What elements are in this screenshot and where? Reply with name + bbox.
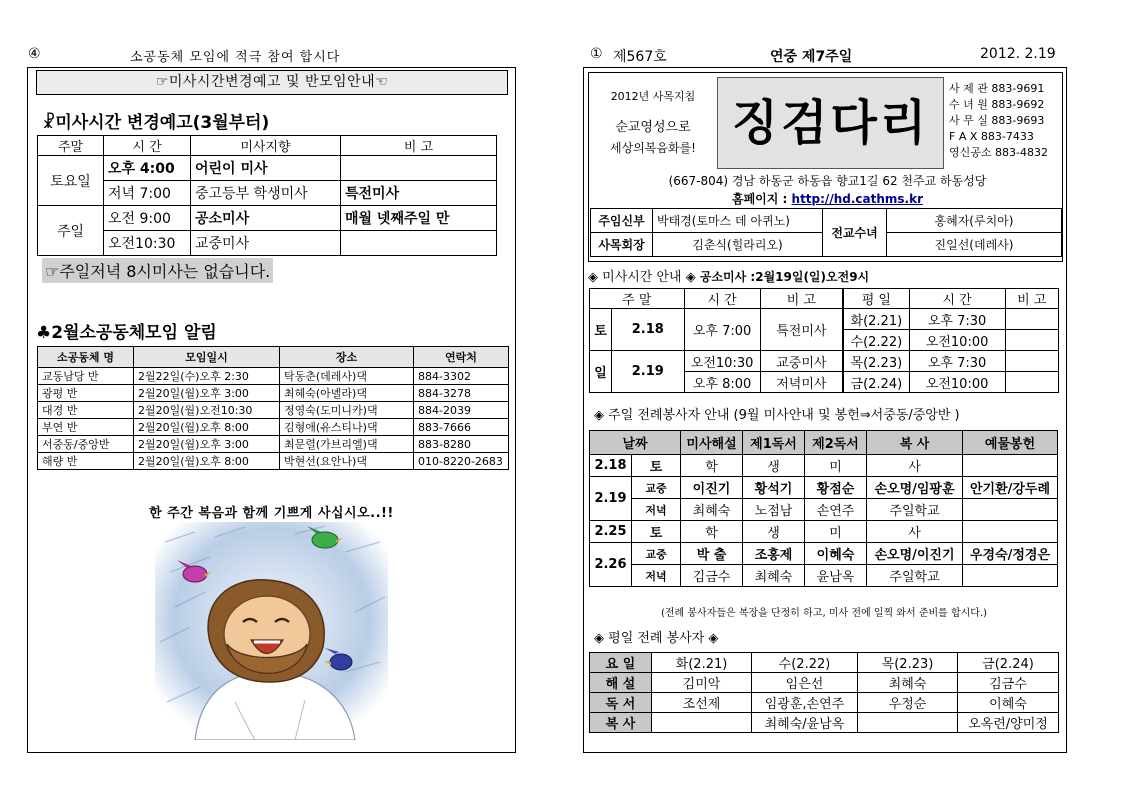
server-cell: 우정순 bbox=[858, 693, 958, 713]
newsletter-logo bbox=[717, 77, 944, 169]
column-header: 주말 bbox=[38, 136, 104, 156]
weekday-servers-title: ◈ 평일 전례 봉사자 ◈ bbox=[594, 631, 719, 646]
column-header: 시 간 bbox=[104, 136, 191, 156]
homepage-line bbox=[600, 190, 1055, 207]
row-label: 해 설 bbox=[590, 673, 652, 693]
phone-cell: 883-8280 bbox=[414, 436, 509, 453]
server-cell: 우경숙/정경은 bbox=[963, 543, 1058, 565]
datetime-cell: 2월20일(월)오후 3:00 bbox=[134, 385, 280, 402]
day-cell: 주일 bbox=[38, 206, 104, 256]
staff-label: 주임신부 bbox=[591, 209, 653, 233]
server-cell: 손오명/이진기 bbox=[867, 543, 963, 565]
table-header-row bbox=[590, 289, 1059, 309]
server-cell: 학 bbox=[681, 455, 743, 477]
table-row bbox=[590, 455, 1058, 477]
note-cell: 특전미사 bbox=[760, 309, 843, 351]
staff-table bbox=[590, 208, 1062, 257]
mass-type-cell: 저녁 bbox=[632, 565, 681, 587]
table-row bbox=[38, 385, 509, 402]
place-cell: 정영숙(도미니카)댁 bbox=[280, 402, 414, 419]
server-cell: 이혜숙 bbox=[805, 543, 867, 565]
left-page-number: ④ bbox=[28, 46, 41, 62]
time-cell: 오후 4:00 bbox=[104, 156, 191, 181]
note-cell: 저녁미사 bbox=[760, 372, 843, 393]
table-row bbox=[38, 181, 497, 206]
sunday-evening-notice: ☞주일저녁 8시미사는 없습니다. bbox=[42, 258, 273, 283]
intent-cell: 어린이 미사 bbox=[191, 156, 341, 181]
intent-cell: 공소미사 bbox=[191, 206, 341, 231]
server-cell: 학 bbox=[681, 521, 743, 543]
contact-line: 영신공소 883-4832 bbox=[949, 146, 1048, 159]
intent-cell: 교중미사 bbox=[191, 231, 341, 256]
column-header: 복 사 bbox=[867, 431, 963, 455]
date-cell: 2.19 bbox=[590, 477, 632, 521]
contact-line: F A X 883-7433 bbox=[949, 130, 1034, 143]
laughing-jesus-illustration bbox=[155, 522, 388, 740]
server-cell: 손연주 bbox=[805, 499, 867, 521]
sunday-servers-title: ◈ 주일 전례봉사자 안내 (9월 미사안내 및 봉헌⇒서중동/중앙반 ) bbox=[594, 408, 960, 423]
server-cell: 주일학교 bbox=[867, 499, 963, 521]
time-cell: 오전10:30 bbox=[684, 351, 760, 372]
server-cell bbox=[963, 521, 1058, 543]
server-cell: 황석기 bbox=[743, 477, 805, 499]
server-cell: 최혜숙 bbox=[681, 499, 743, 521]
mass-change-table bbox=[37, 135, 497, 256]
time-cell: 저녁 7:00 bbox=[104, 181, 191, 206]
group-cell: 서중동/중앙반 bbox=[38, 436, 134, 453]
staff-value: 홍혜자(루치아) bbox=[887, 209, 1062, 233]
column-header: 시 간 bbox=[909, 289, 1005, 309]
note-cell: 교중미사 bbox=[760, 351, 843, 372]
day-date: 2.18 bbox=[612, 309, 685, 351]
mass-type-cell: 저녁 bbox=[632, 499, 681, 521]
server-cell: 조홍제 bbox=[743, 543, 805, 565]
server-cell: 이진기 bbox=[681, 477, 743, 499]
day-cell: 토요일 bbox=[38, 156, 104, 206]
phone-cell: 884-3302 bbox=[414, 368, 509, 385]
time-cell: 오후 7:00 bbox=[684, 309, 760, 351]
intent-cell: 중고등부 학생미사 bbox=[191, 181, 341, 206]
table-row bbox=[590, 693, 1059, 713]
column-header: 예물봉헌 bbox=[963, 431, 1058, 455]
guideline-line-2: 세상의복음화를! bbox=[610, 141, 696, 155]
column-header: 날짜 bbox=[590, 431, 681, 455]
staff-value: 김춘식(힐라리오) bbox=[653, 233, 823, 257]
datetime-cell: 2월20일(월)오후 8:00 bbox=[134, 419, 280, 436]
server-cell: 사 bbox=[867, 521, 963, 543]
datetime-cell: 2월20일(월)오후 3:00 bbox=[134, 436, 280, 453]
weekday-cell: 목(2.23) bbox=[843, 351, 909, 372]
server-cell bbox=[858, 713, 958, 733]
mass-change-title: ☧미사시간 변경예고(3월부터) bbox=[42, 113, 270, 133]
table-row bbox=[590, 673, 1059, 693]
table-row bbox=[38, 453, 509, 470]
column-header: 평 일 bbox=[843, 289, 909, 309]
column-header: 제2독서 bbox=[805, 431, 867, 455]
time-cell: 오전10:30 bbox=[104, 231, 191, 256]
column-header: 주 말 bbox=[590, 289, 685, 309]
left-header-banner: ☞미사시간변경예고 및 반모임안내☜ bbox=[36, 70, 508, 95]
place-cell: 박현선(요안나)댁 bbox=[280, 453, 414, 470]
contact-list bbox=[949, 81, 1048, 161]
column-header: 제1독서 bbox=[743, 431, 805, 455]
server-cell: 황점순 bbox=[805, 477, 867, 499]
server-cell: 임은선 bbox=[752, 673, 858, 693]
right-page-number: ① bbox=[590, 46, 603, 62]
column-header: 연락처 bbox=[414, 347, 509, 368]
weekday-cell: 수(2.22) bbox=[843, 330, 909, 351]
server-cell bbox=[963, 499, 1058, 521]
place-cell: 최문렬(가브리엘)댁 bbox=[280, 436, 414, 453]
staff-value: 박태경(토마스 데 아퀴노) bbox=[653, 209, 823, 233]
mass-type-cell: 교중 bbox=[632, 477, 681, 499]
server-cell: 박 출 bbox=[681, 543, 743, 565]
guideline-year: 2012년 사목지침 bbox=[610, 90, 696, 103]
table-row bbox=[590, 309, 1059, 330]
server-cell: 손오명/임팡훈 bbox=[867, 477, 963, 499]
server-cell bbox=[652, 713, 752, 733]
column-header: 비 고 bbox=[1005, 289, 1058, 309]
community-meeting-title: ♣2월소공동체모임 알림 bbox=[36, 323, 217, 343]
datetime-cell: 2월22일(수)오후 2:30 bbox=[134, 368, 280, 385]
mass-schedule-table bbox=[589, 288, 1059, 393]
group-cell: 대경 반 bbox=[38, 402, 134, 419]
weekday-cell: 금(2.24) bbox=[843, 372, 909, 393]
pastoral-guideline bbox=[593, 80, 713, 168]
phone-cell: 884-3278 bbox=[414, 385, 509, 402]
contact-line: 사 제 관 883-9691 bbox=[949, 82, 1045, 95]
mass-type-cell: 토 bbox=[632, 521, 681, 543]
contact-line: 수 녀 원 883-9692 bbox=[949, 98, 1045, 111]
left-slogan: 소공동체 모임에 적극 참여 합시다 bbox=[130, 50, 341, 65]
note-cell: 특전미사 bbox=[341, 181, 497, 206]
server-cell: 주일학교 bbox=[867, 565, 963, 587]
time-cell: 오전10:00 bbox=[909, 372, 1005, 393]
server-cell: 오옥련/양미정 bbox=[958, 713, 1059, 733]
server-cell: 조선제 bbox=[652, 693, 752, 713]
column-header: 비 고 bbox=[341, 136, 497, 156]
note-cell bbox=[1005, 351, 1058, 372]
server-cell: 김금수 bbox=[681, 565, 743, 587]
issue-number: 제567호 bbox=[613, 49, 667, 65]
date-cell: 2.18 bbox=[590, 455, 632, 477]
day-date: 2.19 bbox=[612, 351, 685, 393]
server-cell: 사 bbox=[867, 455, 963, 477]
time-cell: 오후 7:30 bbox=[909, 309, 1005, 330]
homepage-label: 홈페이지 : bbox=[732, 192, 792, 206]
server-cell: 김금수 bbox=[958, 673, 1059, 693]
mass-type-cell: 교중 bbox=[632, 543, 681, 565]
closing-blessing: 한 주간 복음과 함께 기쁘게 사십시오..!! bbox=[149, 506, 394, 521]
note-cell bbox=[1005, 309, 1058, 330]
table-header-row bbox=[38, 347, 509, 368]
weekday-servers-table bbox=[589, 652, 1059, 733]
group-cell: 부연 반 bbox=[38, 419, 134, 436]
homepage-link[interactable]: http://hd.cathms.kr bbox=[791, 192, 923, 206]
table-row bbox=[38, 156, 497, 181]
table-row bbox=[590, 543, 1058, 565]
table-row bbox=[38, 419, 509, 436]
table-row bbox=[590, 565, 1058, 587]
server-cell: 김미악 bbox=[652, 673, 752, 693]
table-row bbox=[590, 477, 1058, 499]
column-header: 시 간 bbox=[684, 289, 760, 309]
column-header: 미사지향 bbox=[191, 136, 341, 156]
note-cell bbox=[1005, 372, 1058, 393]
table-row bbox=[590, 499, 1058, 521]
phone-cell: 883-7666 bbox=[414, 419, 509, 436]
group-cell: 광평 반 bbox=[38, 385, 134, 402]
group-cell: 해량 반 bbox=[38, 453, 134, 470]
server-cell bbox=[963, 565, 1058, 587]
mission-mass-notice: 공소미사 :2월19일(일)오전9시 bbox=[699, 270, 870, 284]
logo-title: 징검다리 bbox=[731, 95, 930, 151]
staff-value: 진일선(데레사) bbox=[887, 233, 1062, 257]
day-label: 일 bbox=[590, 351, 612, 393]
phone-cell: 010-8220-2683 bbox=[414, 453, 509, 470]
mass-type-cell: 토 bbox=[632, 455, 681, 477]
datetime-cell: 2월20일(월)오후 8:00 bbox=[134, 453, 280, 470]
staff-label: 전교수녀 bbox=[823, 209, 887, 257]
time-cell: 오후 8:00 bbox=[684, 372, 760, 393]
sunday-servers-table bbox=[589, 430, 1058, 587]
server-cell: 미 bbox=[805, 455, 867, 477]
time-cell: 오전10:00 bbox=[909, 330, 1005, 351]
mass-info-title bbox=[588, 266, 869, 285]
weekday-cell: 화(2.21) bbox=[843, 309, 909, 330]
column-header: 화(2.21) bbox=[652, 653, 752, 673]
table-header-row bbox=[38, 136, 497, 156]
server-cell: 미 bbox=[805, 521, 867, 543]
note-cell bbox=[1005, 330, 1058, 351]
column-header: 금(2.24) bbox=[958, 653, 1059, 673]
community-meeting-table bbox=[37, 346, 509, 470]
table-row bbox=[38, 402, 509, 419]
place-cell: 김형애(유스티나)댁 bbox=[280, 419, 414, 436]
row-label: 복 사 bbox=[590, 713, 652, 733]
staff-label: 사목회장 bbox=[591, 233, 653, 257]
note-cell: 매월 넷째주일 만 bbox=[341, 206, 497, 231]
server-cell bbox=[963, 455, 1058, 477]
server-cell: 노점남 bbox=[743, 499, 805, 521]
server-cell: 안기환/강두례 bbox=[963, 477, 1058, 499]
day-label: 토 bbox=[590, 309, 612, 351]
server-cell: 최혜숙 bbox=[858, 673, 958, 693]
servers-note: (전례 봉사자들은 복장을 단정히 하고, 미사 전에 일찍 와서 준비를 합시다.) bbox=[660, 608, 988, 619]
server-cell: 임광훈,손연주 bbox=[752, 693, 858, 713]
note-cell bbox=[341, 156, 497, 181]
table-header-row bbox=[590, 431, 1058, 455]
column-header: 모임일시 bbox=[134, 347, 280, 368]
mass-info-prefix: ◈ 미사시간 안내 ◈ bbox=[588, 270, 700, 285]
server-cell: 생 bbox=[743, 455, 805, 477]
column-header: 장소 bbox=[280, 347, 414, 368]
column-header: 비 고 bbox=[760, 289, 843, 309]
note-cell bbox=[341, 231, 497, 256]
phone-cell: 884-2039 bbox=[414, 402, 509, 419]
row-label: 요 일 bbox=[590, 653, 652, 673]
guideline-line-1: 순교영성으로 bbox=[615, 120, 691, 135]
server-cell: 윤남옥 bbox=[805, 565, 867, 587]
server-cell: 생 bbox=[743, 521, 805, 543]
table-row bbox=[38, 231, 497, 256]
table-row bbox=[38, 368, 509, 385]
table-row bbox=[38, 206, 497, 231]
place-cell: 탁동춘(데레사)댁 bbox=[280, 368, 414, 385]
server-cell: 최혜숙 bbox=[743, 565, 805, 587]
table-row bbox=[590, 521, 1058, 543]
table-row bbox=[590, 351, 1059, 372]
table-row bbox=[591, 209, 1062, 233]
server-cell: 이혜숙 bbox=[958, 693, 1059, 713]
table-row bbox=[38, 436, 509, 453]
server-cell: 최혜숙/윤남옥 bbox=[752, 713, 858, 733]
time-cell: 오후 7:30 bbox=[909, 351, 1005, 372]
liturgical-week: 연중 제7주일 bbox=[770, 49, 853, 65]
row-label: 독 서 bbox=[590, 693, 652, 713]
column-header: 목(2.23) bbox=[858, 653, 958, 673]
table-header-row bbox=[590, 653, 1059, 673]
issue-date: 2012. 2.19 bbox=[980, 46, 1056, 62]
column-header: 소공동체 명 bbox=[38, 347, 134, 368]
date-cell: 2.25 bbox=[590, 521, 632, 543]
date-cell: 2.26 bbox=[590, 543, 632, 587]
table-row bbox=[590, 713, 1059, 733]
column-header: 수(2.22) bbox=[752, 653, 858, 673]
church-address: (667-804) 경남 하동군 하동읍 향교1길 62 천주교 하동성당 bbox=[668, 174, 987, 188]
contact-line: 사 무 실 883-9693 bbox=[949, 114, 1045, 127]
datetime-cell: 2월20일(월)오전10:30 bbox=[134, 402, 280, 419]
time-cell: 오전 9:00 bbox=[104, 206, 191, 231]
group-cell: 교동남당 반 bbox=[38, 368, 134, 385]
column-header: 미사해설 bbox=[681, 431, 743, 455]
place-cell: 최혜숙(아녤라)댁 bbox=[280, 385, 414, 402]
